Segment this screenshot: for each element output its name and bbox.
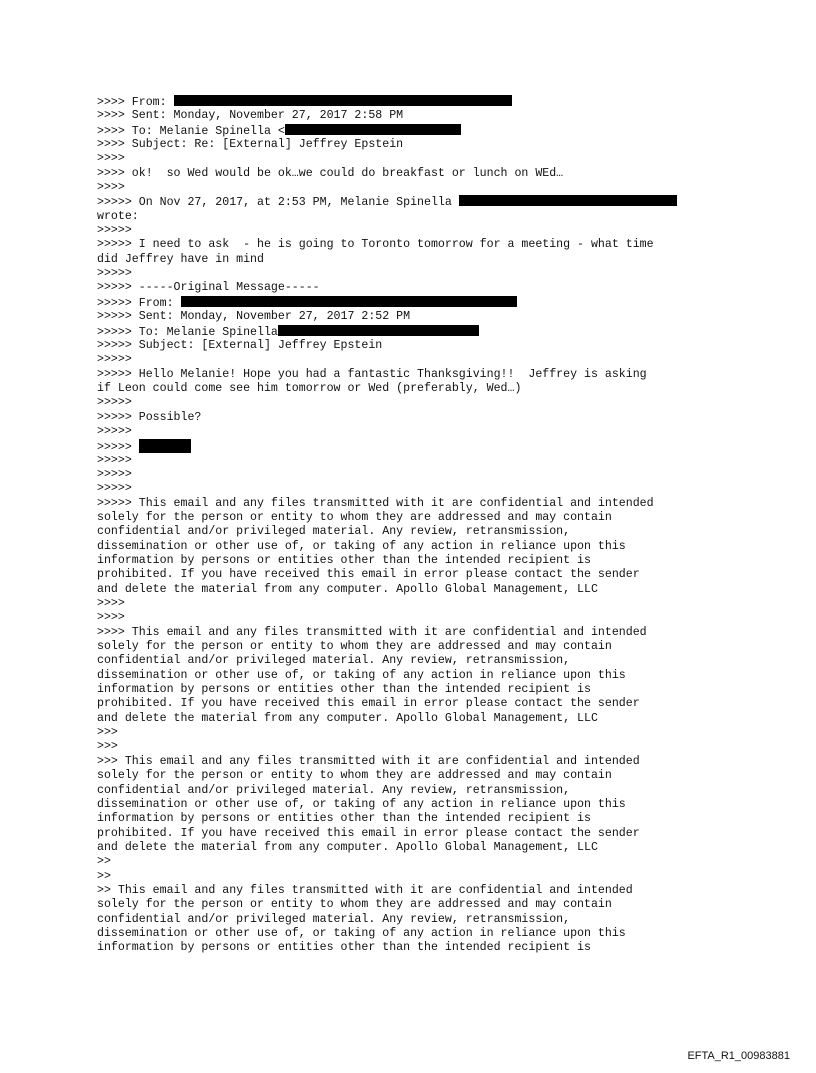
text-line: >>>>> Subject: [External] Jeffrey Epstein (97, 338, 383, 352)
text-line: prohibited. If you have received this email in error please contact the sender (97, 826, 640, 840)
redaction-box (285, 124, 461, 135)
redaction-box (181, 296, 517, 307)
text-line: >>>> To: Melanie Spinella < (97, 124, 797, 138)
text-line: >>>> This email and any files transmitted with it are confidential and intended (97, 625, 647, 639)
text-line: and delete the material from any computer. Apollo Global Management, LLC (97, 582, 598, 596)
email-thread-body (97, 95, 797, 956)
text-line: >>>>> On Nov 27, 2017, at 2:53 PM, Melanie Spinella (97, 195, 797, 209)
text-line: information by persons or entities other than the intended recipient is (97, 812, 591, 826)
text-line: information by persons or entities other than the intended recipient is (97, 683, 591, 697)
text-line: >>>>> Hello Melanie! Hope you had a fantastic Thanksgiving!! Jeffrey is asking (97, 367, 647, 381)
redaction-box (278, 325, 479, 336)
text-line: >>>>> (97, 482, 132, 496)
text-line: confidential and/or privileged material. Any review, retransmission, (97, 654, 571, 668)
text-line: >>>>> (97, 439, 797, 453)
text-line: confidential and/or privileged material. Any review, retransmission, (97, 525, 571, 539)
text-line: solely for the person or entity to whom they are addressed and may contain (97, 769, 612, 783)
text-line: and delete the material from any computer. Apollo Global Management, LLC (97, 711, 598, 725)
text-line: >>>>> -----Original Message----- (97, 281, 320, 295)
text-line: >>> This email and any files transmitted with it are confidential and intended (97, 754, 640, 768)
text-line: solely for the person or entity to whom they are addressed and may contain (97, 640, 612, 654)
text-line: >> (97, 855, 111, 869)
text-line: >>>>> (97, 467, 132, 481)
text-line: >>>>> (97, 396, 132, 410)
text-line: >>>> (97, 611, 125, 625)
text-line: >>>>> (97, 224, 132, 238)
text-line: prohibited. If you have received this email in error please contact the sender (97, 697, 640, 711)
text-line: >>>>> (97, 353, 132, 367)
text-line: >>>>> From: (97, 296, 797, 310)
text-line: information by persons or entities other than the intended recipient is (97, 554, 591, 567)
text-line: >>>>> (97, 424, 132, 438)
text-line: >>>>> Sent: Monday, November 27, 2017 2:52 PM (97, 310, 411, 324)
text-line: did Jeffrey have in mind (97, 252, 264, 266)
text-line: dissemination or other use of, or taking of any action in reliance upon this (97, 539, 626, 553)
text-line: solely for the person or entity to whom they are addressed and may contain (97, 510, 612, 524)
text-line: >>>>> (97, 453, 132, 467)
redaction-box (174, 95, 512, 106)
redaction-box (459, 195, 677, 206)
text-line: >>>> ok! so Wed would be ok…we could do breakfast or lunch on WEd… (97, 166, 564, 180)
text-line: confidential and/or privileged material. Any review, retransmission, (97, 912, 571, 926)
text-line: dissemination or other use of, or taking of any action in reliance upon this (97, 926, 626, 940)
text-line: >>>>> This email and any files transmitted with it are confidential and intended (97, 496, 654, 510)
text-line: >>>> Sent: Monday, November 27, 2017 2:58 PM (97, 109, 404, 123)
text-line: information by persons or entities other than the intended recipient is (97, 941, 591, 955)
text-line: dissemination or other use of, or taking of any action in reliance upon this (97, 797, 626, 811)
text-line: prohibited. If you have received this email in error please contact the sender (97, 568, 640, 582)
text-line: if Leon could come see him tomorrow or Wed (preferably, Wed…) (97, 381, 522, 395)
text-line: >>>>> To: Melanie Spinella (97, 325, 797, 339)
text-line: wrote: (97, 209, 139, 223)
text-line: >>>> (97, 597, 125, 611)
text-line: confidential and/or privileged material. Any review, retransmission, (97, 783, 571, 797)
text-line: >>>> From: (97, 95, 797, 109)
text-line: >> (97, 869, 111, 883)
text-line: >> This email and any files transmitted with it are confidential and intended (97, 883, 633, 897)
text-line: >>> (97, 726, 118, 740)
text-line: >>>> (97, 152, 125, 166)
text-line: >>> (97, 740, 118, 754)
text-line: >>>>> (97, 267, 132, 281)
text-line: >>>> Subject: Re: [External] Jeffrey Epstein (97, 138, 404, 152)
text-line: dissemination or other use of, or taking of any action in reliance upon this (97, 668, 626, 682)
text-line: >>>> (97, 181, 125, 195)
document-id: EFTA_R1_00983881 (687, 1050, 790, 1062)
text-line: >>>>> I need to ask - he is going to Toronto tomorrow for a meeting - what time (97, 238, 654, 252)
text-line: solely for the person or entity to whom they are addressed and may contain (97, 898, 612, 912)
text-line: >>>>> Possible? (97, 410, 202, 424)
redaction-box (139, 439, 191, 453)
text-line: and delete the material from any computer. Apollo Global Management, LLC (97, 840, 598, 854)
